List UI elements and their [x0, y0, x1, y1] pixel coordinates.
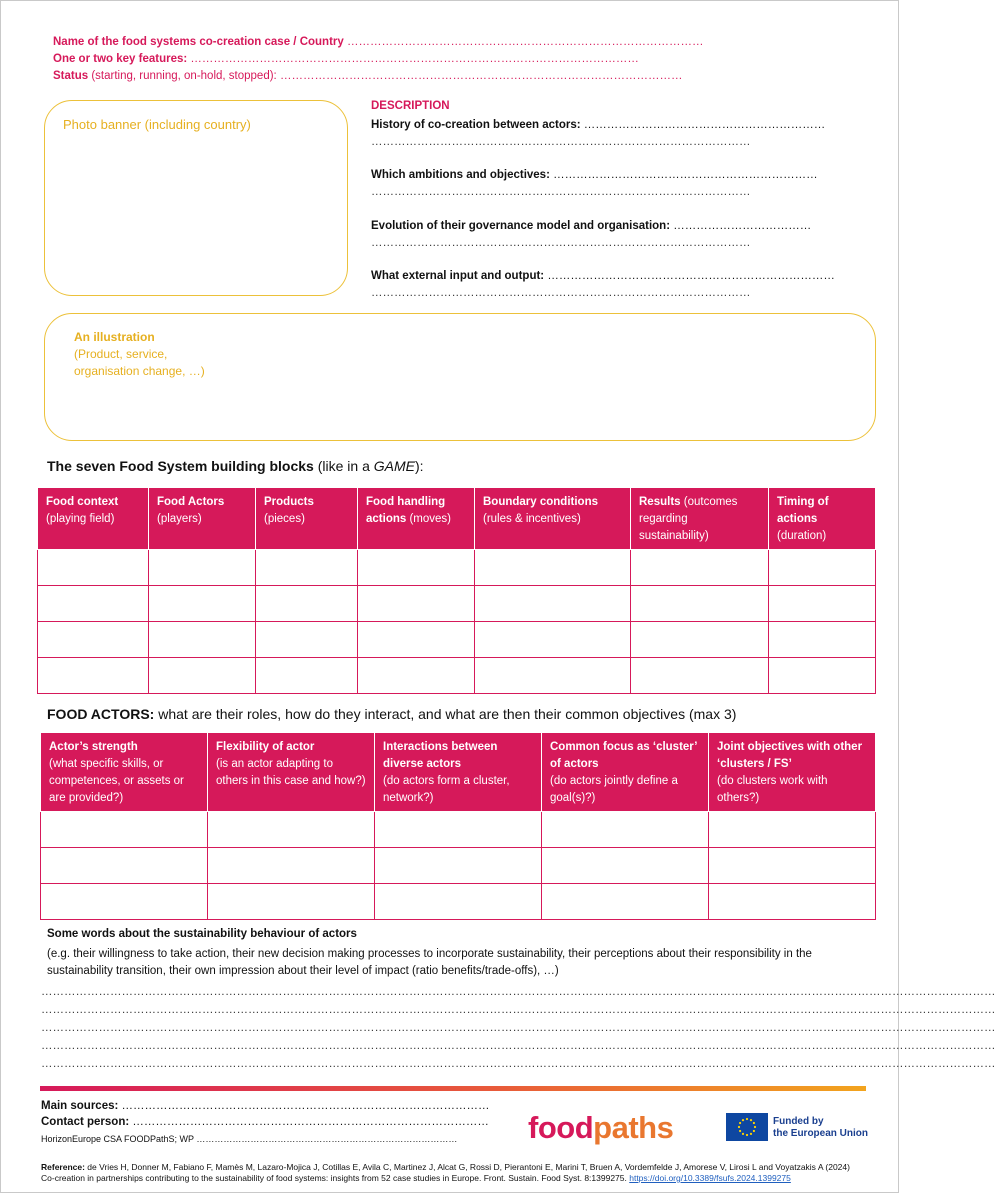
column-header-food-context: Food context (playing field) [38, 488, 149, 550]
table-cell[interactable] [38, 550, 149, 586]
wp-dots: …………………………………………………………………………… [193, 1134, 458, 1144]
table-cell[interactable] [631, 550, 769, 586]
table-cell[interactable] [542, 848, 709, 884]
table-cell[interactable] [475, 550, 631, 586]
table-cell[interactable] [149, 586, 256, 622]
table-row [41, 812, 876, 848]
illustration-line-1: (Product, service, [74, 347, 168, 361]
table-cell[interactable] [769, 622, 876, 658]
reference-label: Reference: [41, 1162, 85, 1172]
table-cell[interactable] [709, 848, 876, 884]
ambitions-dots: …………………………………………………………… [549, 169, 818, 181]
governance-dots: ……………………………… [670, 220, 812, 232]
status-dots: …………………………………………………………………………………………… [276, 70, 683, 82]
table-cell[interactable] [41, 884, 208, 920]
main-sources-dots: …………………………………………………………………………………… [118, 1100, 490, 1112]
table-row [38, 586, 876, 622]
table-cell[interactable] [475, 658, 631, 694]
main-sources-label: Main sources: [41, 1100, 119, 1112]
wp-label: HorizonEurope CSA FOODPathS; WP [41, 1134, 194, 1144]
contact-person-label: Contact person: [41, 1116, 130, 1128]
table-cell[interactable] [542, 884, 709, 920]
table-cell[interactable] [709, 884, 876, 920]
building-blocks-header-row [38, 488, 876, 550]
column-header-timing: Timing of actions (duration) [769, 488, 876, 550]
table-cell[interactable] [375, 848, 542, 884]
case-name-line [53, 36, 703, 48]
building-blocks-title [47, 458, 424, 474]
column-header-interactions: Interactions between diverse actors (do actors form a cluster, network?) [375, 733, 542, 812]
column-header-food-actors: Food Actors (players) [149, 488, 256, 550]
table-cell[interactable] [358, 658, 475, 694]
table-cell[interactable] [149, 550, 256, 586]
history-line [371, 119, 825, 131]
table-cell[interactable] [38, 622, 149, 658]
table-cell[interactable] [769, 586, 876, 622]
logo-paths-text: paths [593, 1110, 674, 1145]
table-cell[interactable] [358, 622, 475, 658]
reference-doi-link[interactable]: https://doi.org/10.3389/fsufs.2024.1399275 [629, 1173, 791, 1183]
eu-funding-line-1: Funded by [773, 1116, 824, 1127]
sustainability-dotline-3: …………………………………………………………………………………………………………………………………………………………………………………………………………………………… [41, 1022, 996, 1034]
eu-funding-line-2: the European Union [773, 1128, 868, 1139]
foodpaths-logo [528, 1110, 673, 1146]
governance-line [371, 220, 811, 232]
table-cell[interactable] [149, 658, 256, 694]
table-cell[interactable] [256, 622, 358, 658]
reference-text [41, 1162, 861, 1184]
external-io-dots-2: ……………………………………………………………………………………… [371, 287, 751, 299]
case-name-label: Name of the food systems co-creation case / Country [53, 36, 344, 48]
table-cell[interactable] [208, 884, 375, 920]
history-label: History of co-creation between actors: [371, 119, 581, 131]
food-actors-title-rest: what are their roles, how do they interact, and what are then their common objectives (max 3) [154, 706, 737, 722]
eu-funding-text [773, 1116, 868, 1140]
sustainability-title: Some words about the sustainability behaviour of actors [47, 928, 357, 940]
column-header-food-handling: Food handling actions (moves) [358, 488, 475, 550]
column-header-joint-objectives: Joint objectives with other ‘clusters / FS’ (do clusters work with others?) [709, 733, 876, 812]
reference-body: de Vries H, Donner M, Fabiano F, Mamès M, Lazaro-Mojica J, Cotillas E, Avila C, Martinez J, Alcat G, Rossi D, Pierantoni E, Marini T, Bruen A, Vordemfelde J, Amorese V, Lirosi L and Voyatzakis A (2024) Co-creation in partnerships contributing to the sustainability of food systems: insights from 52 case studies in Europe. Front. Sustain. Food Syst. 8:1399275. [41, 1162, 850, 1183]
table-cell[interactable] [41, 848, 208, 884]
table-cell[interactable] [256, 550, 358, 586]
food-actors-title [47, 706, 736, 722]
table-cell[interactable] [38, 586, 149, 622]
column-header-boundary-conditions: Boundary conditions (rules & incentives) [475, 488, 631, 550]
ambitions-line [371, 169, 818, 181]
table-cell[interactable] [475, 622, 631, 658]
sustainability-text: (e.g. their willingness to take action, their new decision making processes to incorporate sustainability, their perceptions about their responsibility in the sustainability transition, their own impression about their level of impact (ratio benefits/trade-offs), …) [47, 948, 812, 977]
eu-flag-icon [726, 1113, 768, 1141]
table-cell[interactable] [149, 622, 256, 658]
table-cell[interactable] [256, 658, 358, 694]
table-cell[interactable] [208, 812, 375, 848]
column-header-common-focus: Common focus as ‘cluster’ of actors (do actors jointly define a goal(s)?) [542, 733, 709, 812]
logo-food-text: food [528, 1110, 594, 1145]
column-header-results: Results (outcomes regarding sustainability) [631, 488, 769, 550]
building-blocks-table [37, 487, 876, 694]
history-dots: ……………………………………………………… [580, 119, 826, 131]
table-row [38, 550, 876, 586]
table-cell[interactable] [358, 586, 475, 622]
illustration-line-2: organisation change, …) [74, 364, 205, 378]
table-cell[interactable] [631, 658, 769, 694]
table-cell[interactable] [542, 812, 709, 848]
table-cell[interactable] [256, 586, 358, 622]
table-cell[interactable] [475, 586, 631, 622]
food-actors-table [40, 732, 876, 920]
status-line [53, 70, 682, 82]
contact-person-line [41, 1116, 489, 1128]
contact-person-dots: ………………………………………………………………………………… [129, 1116, 489, 1128]
table-row [41, 848, 876, 884]
table-cell[interactable] [631, 622, 769, 658]
table-cell[interactable] [709, 812, 876, 848]
sustainability-dotline-2: …………………………………………………………………………………………………………………………………………………………………………………………………………………………… [41, 1004, 996, 1016]
wp-line [41, 1134, 457, 1144]
status-hint: (starting, running, on-hold, stopped): [88, 70, 277, 82]
footer-gradient-bar [40, 1086, 866, 1091]
column-header-flexibility: Flexibility of actor (is an actor adapting to others in this case and how?) [208, 733, 375, 812]
table-cell[interactable] [769, 550, 876, 586]
photo-banner-label: Photo banner (including country) [63, 117, 251, 132]
table-cell[interactable] [375, 812, 542, 848]
description-heading: DESCRIPTION [371, 100, 450, 112]
table-cell[interactable] [208, 848, 375, 884]
table-cell[interactable] [358, 550, 475, 586]
ambitions-dots-2: ……………………………………………………………………………………… [371, 186, 751, 198]
history-dots-2: ……………………………………………………………………………………… [371, 136, 751, 148]
external-io-label: What external input and output: [371, 270, 545, 282]
sustainability-dotline-5: …………………………………………………………………………………………………………………………………………………………………………………………………………………………… [41, 1058, 996, 1070]
status-label: Status [53, 70, 89, 82]
table-cell[interactable] [631, 586, 769, 622]
illustration-title: An illustration [74, 330, 155, 344]
column-header-products: Products (pieces) [256, 488, 358, 550]
governance-dots-2: ……………………………………………………………………………………… [371, 237, 751, 249]
table-cell[interactable] [38, 658, 149, 694]
main-sources-line [41, 1100, 490, 1112]
sustainability-dotline-4: …………………………………………………………………………………………………………………………………………………………………………………………………………………………… [41, 1040, 996, 1052]
food-actors-title-bold: FOOD ACTORS: [47, 706, 155, 722]
building-blocks-title-game: GAME [373, 458, 415, 474]
table-row [41, 884, 876, 920]
table-row [38, 622, 876, 658]
governance-label: Evolution of their governance model and organisation: [371, 220, 671, 232]
table-row [38, 658, 876, 694]
table-cell[interactable] [41, 812, 208, 848]
food-actors-header-row [41, 733, 876, 812]
sustainability-dotline-1: …………………………………………………………………………………………………………………………………………………………………………………………………………………………… [41, 986, 996, 998]
case-name-dots: ………………………………………………………………………………… [343, 36, 704, 48]
building-blocks-title-bold: The seven Food System building blocks [47, 458, 314, 474]
building-blocks-title-rest: (like in a [313, 458, 374, 474]
external-io-line [371, 270, 835, 282]
key-features-label: One or two key features: [53, 53, 188, 65]
building-blocks-title-end: ): [414, 458, 424, 474]
key-features-dots: ……………………………………………………………………………………………………… [187, 53, 639, 65]
key-features-line [53, 53, 639, 65]
external-io-dots: ………………………………………………………………… [544, 270, 835, 282]
ambitions-label: Which ambitions and objectives: [371, 169, 550, 181]
table-cell[interactable] [375, 884, 542, 920]
table-cell[interactable] [769, 658, 876, 694]
column-header-actor-strength: Actor’s strength (what specific skills, or competences, or assets or are provided?) [41, 733, 208, 812]
